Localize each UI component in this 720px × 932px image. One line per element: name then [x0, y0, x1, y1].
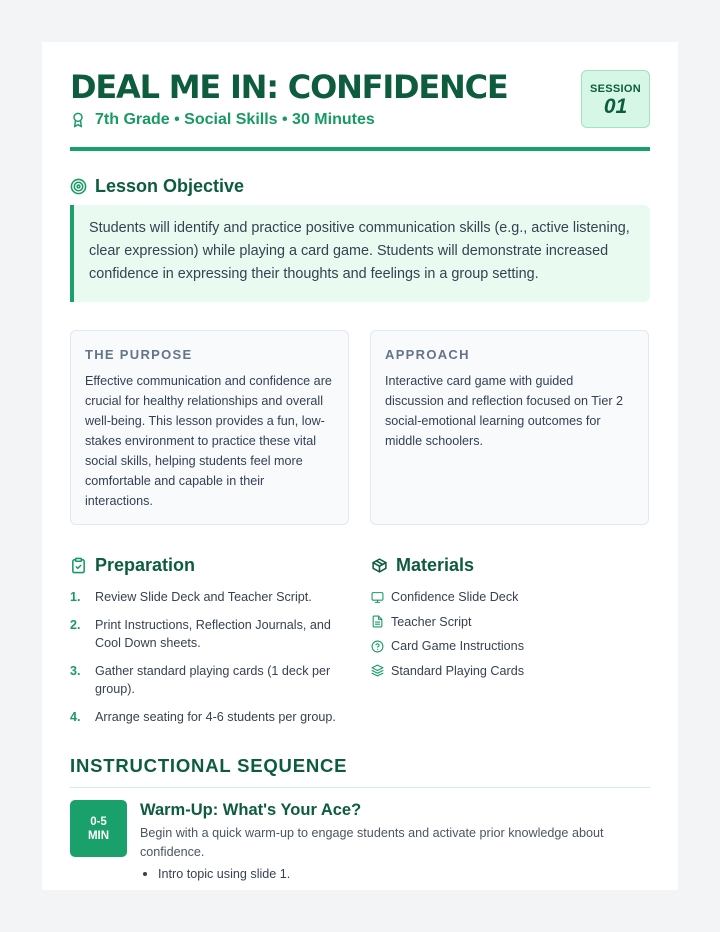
session-label: SESSION	[589, 83, 641, 95]
materials-heading	[371, 555, 474, 576]
lesson-header	[70, 42, 650, 151]
step-text: Arrange seating for 4-6 students per group.	[95, 710, 336, 724]
session-badge	[581, 70, 650, 128]
award-icon	[70, 112, 86, 128]
list-item	[371, 662, 650, 680]
layers-icon	[371, 664, 384, 677]
materials-list	[371, 588, 650, 686]
sequence-heading: INSTRUCTIONAL SEQUENCE	[70, 755, 650, 788]
approach-heading: APPROACH	[385, 347, 470, 362]
list-item: Intro topic using slide 1.	[140, 865, 290, 883]
list-item	[70, 616, 340, 652]
preparation-list	[70, 588, 340, 736]
material-label: Card Game Instructions	[391, 639, 524, 654]
step-number: 2.	[70, 618, 81, 632]
sequence-step-bullets	[140, 865, 290, 883]
material-label: Standard Playing Cards	[391, 663, 525, 678]
list-item	[371, 613, 650, 631]
list-item	[70, 662, 340, 698]
purpose-heading: THE PURPOSE	[85, 347, 193, 362]
lesson-subtitle	[70, 111, 375, 129]
subtitle-text: 7th Grade • Social Skills • 30 Minutes	[95, 111, 375, 128]
monitor-icon	[371, 591, 384, 604]
material-label: Teacher Script	[391, 614, 472, 629]
session-number: 01	[603, 95, 628, 118]
materials-heading-text: Materials	[396, 555, 475, 575]
list-item	[70, 588, 340, 606]
purpose-text: Effective communication and confidence are crucial for healthy relationships and overall well-being. This lesson provides a fun, low-stakes environment to practice these vital social skills, helping students feel more comfortable and capable in their interactions.	[85, 374, 332, 508]
help-circle-icon	[371, 640, 384, 653]
time-badge	[70, 800, 127, 857]
clipboard-check-icon	[70, 557, 87, 574]
time-unit: MIN	[87, 830, 110, 842]
target-icon	[70, 178, 87, 195]
time-range: 0-5	[90, 816, 107, 828]
list-item	[371, 588, 650, 606]
objective-heading-text: Lesson Objective	[95, 176, 245, 196]
preparation-heading-text: Preparation	[95, 555, 196, 575]
preparation-heading	[70, 555, 195, 576]
list-item	[70, 708, 340, 726]
approach-card	[370, 330, 649, 525]
box-icon	[371, 557, 388, 574]
purpose-card	[70, 330, 349, 525]
step-text: Review Slide Deck and Teacher Script.	[95, 590, 312, 604]
material-label: Confidence Slide Deck	[391, 590, 519, 604]
sequence-step-title: Warm-Up: What's Your Ace?	[140, 801, 362, 819]
step-text: Print Instructions, Reflection Journals, and Cool Down sheets.	[95, 618, 331, 650]
list-item	[371, 637, 650, 655]
objective-text: Students will identify and practice positive communication skills (e.g., active listening, clear expression) while playing a card game. Students will demonstrate increased confidence in expressing their thoughts and feelings in a group setting.	[70, 205, 650, 302]
sequence-step-description: Begin with a quick warm-up to engage students and activate prior knowledge about confidence.	[140, 826, 604, 859]
objective-heading	[70, 176, 244, 197]
page-content	[70, 42, 650, 881]
lesson-plan-page	[42, 42, 678, 890]
page-title: DEAL ME IN: CONFIDENCE	[70, 68, 508, 106]
step-text: Gather standard playing cards (1 deck per group).	[95, 664, 331, 696]
document-icon	[371, 615, 384, 628]
step-number: 1.	[70, 590, 81, 604]
step-number: 3.	[70, 664, 81, 678]
approach-text: Interactive card game with guided discussion and reflection focused on Tier 2 social-emotional learning outcomes for middle schoolers.	[385, 374, 624, 448]
step-number: 4.	[70, 710, 81, 724]
